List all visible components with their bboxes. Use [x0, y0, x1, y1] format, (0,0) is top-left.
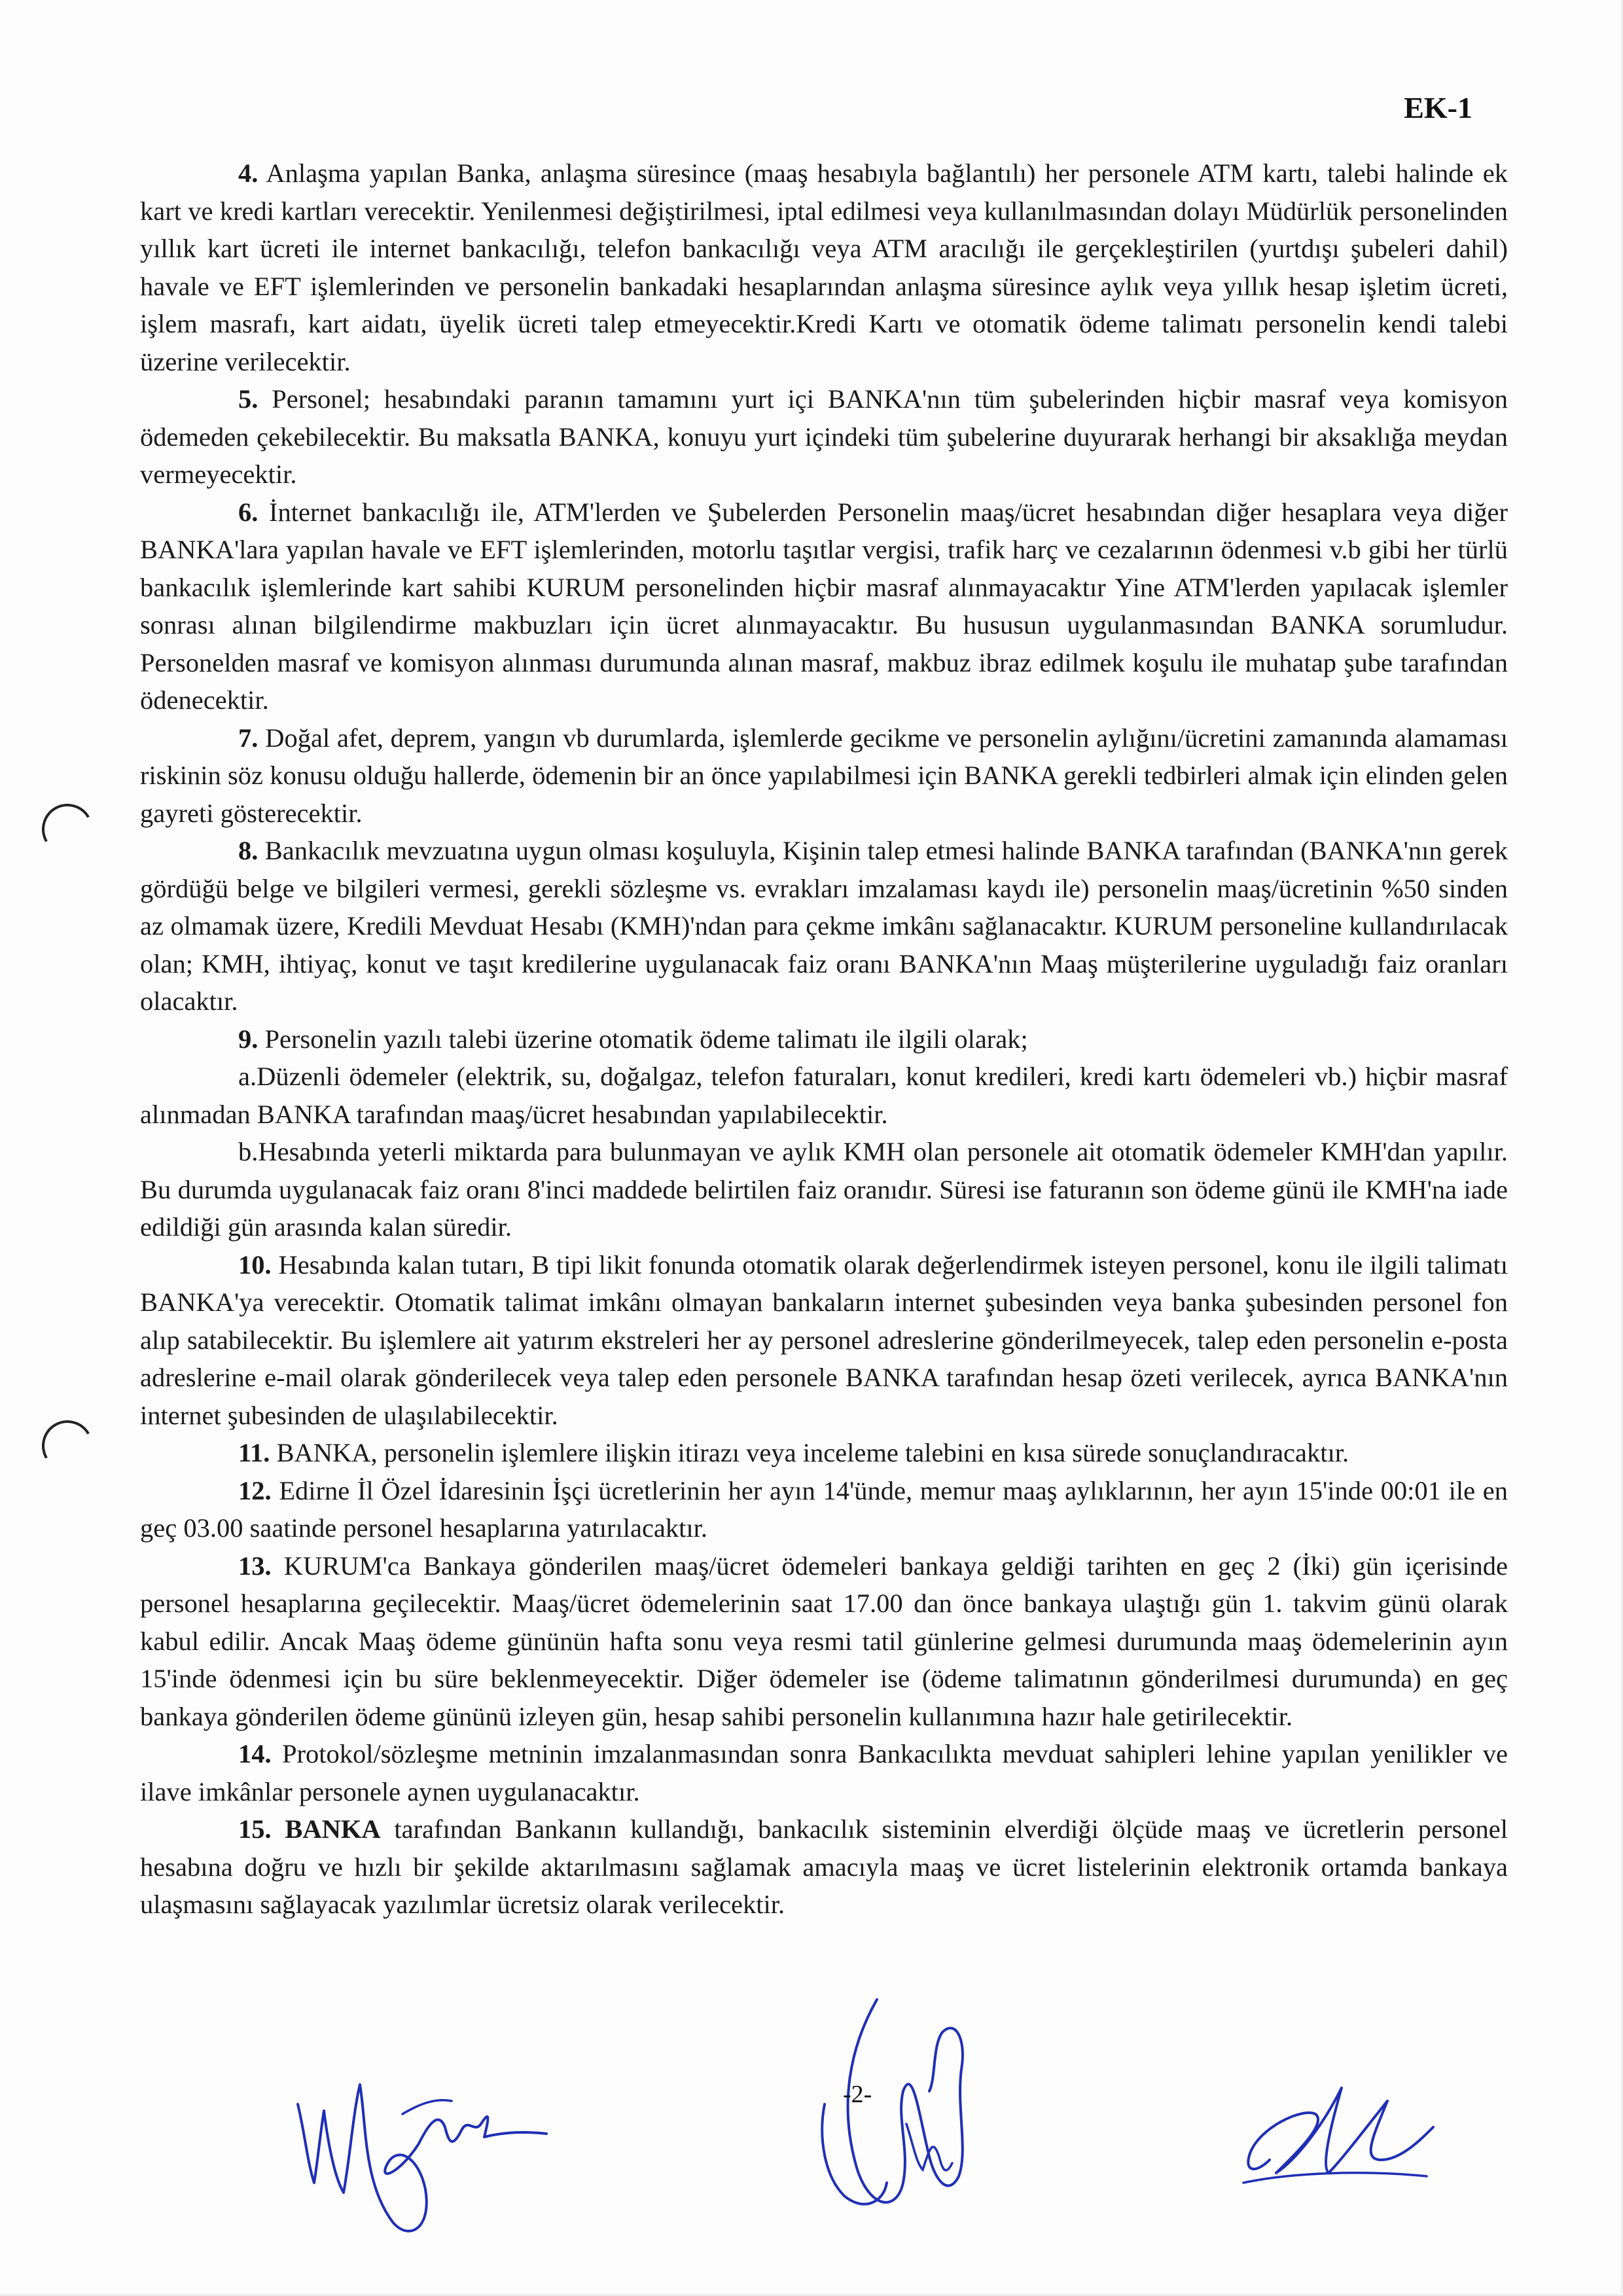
- paragraph-item-12: [140, 1472, 1508, 1547]
- paragraph-text: Hesabında kalan tutarı, B tipi likit fonunda otomatik olarak değerlendirmek isteyen personel, konu ile ilgili talimatı BANKA'ya verecektir. Otomatik talimat imkânı olmayan bankaların internet şubesinden veya banka şubesinden personel fon alıp satabilecektir. Bu işlemlere ait yatırım ekstreleri her ay personel adreslerine gönderilmeyecek, talep eden personelin e-posta adreslerine e-mail olarak gönderilecek veya talep eden personele BANKA tarafından hesap özeti verilecek, ayrıca BANKA'nın internet şubesinden de ulaşılabilecektir.: [140, 1249, 1508, 1430]
- paragraph-item-9: [140, 1020, 1508, 1058]
- paragraph-text: Doğal afet, deprem, yangın vb durumlarda, işlemlerde gecikme ve personelin aylığını/ücretini zamanında alamaması riskinin söz konusu olduğu hallerde, ödemenin bir an önce yapılabilmesi için BANKA gerekli tedbirleri almak için elinden gelen gayreti gösterecektir.: [140, 723, 1508, 828]
- paragraph-item-14: [140, 1735, 1508, 1810]
- signature-center: [798, 1986, 1008, 2235]
- paragraph-item-7: [140, 719, 1508, 833]
- emphasis-text: BANKA: [285, 1814, 381, 1844]
- paragraph-number: 15.: [238, 1814, 272, 1844]
- paragraph-number: 5.: [238, 384, 259, 414]
- paragraph-text: KURUM'ca Bankaya gönderilen maaş/ücret ödemeleri bankaya geldiği tarihten en geç 2 (İki) gün içerisinde personel hesaplarına geçilecektir. Maaş/ücret ödemelerinin saat 17.00 dan önce bankaya ulaştığı gün 1. takvim günü olarak kabul edilir. Ancak Maaş ödeme gününün hafta sonu veya resmi tatil günlerine gelmesi durumunda maaş ödemelerinin ayın 15'inde ödenmesi için bu süre beklenmeyecektir. Diğer ödemeler ise (ödeme talimatının gönderilmesi durumunda) en geç bankaya gönderilen ödeme gününü izleyen gün, hesap sahibi personelin kullanımına hazır hale getirilecektir.: [140, 1551, 1508, 1731]
- punch-hole-mark-top: [36, 798, 99, 861]
- paragraph-item-4: [140, 154, 1508, 380]
- paragraph-text: Anlaşma yapılan Banka, anlaşma süresince (maaş hesabıyla bağlantılı) her personele ATM kartı, talebi halinde ek kart ve kredi kartları verecektir. Yenilenmesi değiştirilmesi, iptal edilmesi veya kullanılmasından dolayı Müdürlük personelinden yıllık kart ücreti ile internet bankacılığı, telefon bankacılığı veya ATM aracılığı ile gerçekleştirilen (yurtdışı şubeleri dahil) havale ve EFT işlemlerinden ve personelin bankadaki hesaplarından anlaşma süresince aylık veya yıllık hesap işletim ücreti, işlem masrafı, kart aidatı, üyelik ücreti talep etmeyecektir.Kredi Kartı ve otomatik ödeme talimatı personelin kendi talebi üzerine verilecektir.: [140, 158, 1508, 376]
- scan-edge-right: [1619, 0, 1623, 2296]
- paragraph-text: Personelin yazılı talebi üzerine otomatik ödeme talimatı ile ilgili olarak;: [264, 1024, 1028, 1054]
- paragraph-text: b.Hesabında yeterli miktarda para bulunmayan ve aylık KMH olan personele ait otomatik ödemeler KMH'dan yapılır. Bu durumda uygulanacak faiz oranı 8'inci maddede belirtilen faiz oranıdır. Süresi ise faturanın son ödeme günü ile KMH'na iade edildiği gün arasında kalan süredir.: [140, 1137, 1508, 1242]
- paragraph-item-11: [140, 1434, 1508, 1472]
- paragraph-number: 14.: [238, 1739, 272, 1768]
- paragraph-text: İnternet bankacılığı ile, ATM'lerden ve Şubelerden Personelin maaş/ücret hesabından diğer hesaplara veya diğer BANKA'lara yapılan havale ve EFT işlemlerinden, motorlu taşıtlar vergisi, trafik harç ve cezalarının ödenmesi v.b gibi her türlü bankacılık işlemlerinde kart sahibi KURUM personelinden hiçbir masraf alınmayacaktır Yine ATM'lerden yapılacak işlemler sonrası alınan bilgilendirme makbuzları için ücret alınmayacaktır. Bu hususun uygulanmasından BANKA sorumludur. Personelden masraf ve komisyon alınması durumunda alınan masraf, makbuz ibraz edilmek koşulu ile muhatap şube tarafından ödenecektir.: [140, 497, 1508, 715]
- paragraph-item-9a: [140, 1058, 1508, 1133]
- paragraph-number: 13.: [238, 1551, 272, 1581]
- paragraph-item-5: [140, 380, 1508, 493]
- paragraph-number: 4.: [238, 158, 259, 188]
- paragraph-item-13: [140, 1547, 1508, 1736]
- annex-label: EK-1: [1404, 91, 1472, 124]
- paragraph-text: Edirne İl Özel İdaresinin İşçi ücretlerinin her ayın 14'ünde, memur maaş aylıklarının, her ayın 15'inde 00:01 ile en geç 03.00 saatinde personel hesaplarına yatırılacaktır.: [140, 1475, 1508, 1543]
- paragraph-number: 6.: [238, 497, 259, 527]
- scan-edge-bottom: [0, 2293, 1623, 2296]
- paragraph-item-15: [140, 1810, 1508, 1924]
- paragraph-item-10: [140, 1246, 1508, 1435]
- page-number: -2-: [843, 2081, 872, 2108]
- punch-hole-mark-bottom: [36, 1414, 99, 1477]
- paragraph-number: 12.: [238, 1475, 272, 1505]
- paragraph-number: 8.: [238, 836, 259, 865]
- paragraph-number: 11.: [238, 1438, 270, 1467]
- paragraph-item-8: [140, 832, 1508, 1020]
- paragraph-text: Bankacılık mevzuatına uygun olması koşuluyla, Kişinin talep etmesi halinde BANKA tarafından (BANKA'nın gerek gördüğü belge ve bilgileri vermesi, gerekli sözleşme vs. evrakları imzalaması kaydı ile) personelin maaş/ücretinin %50 sinden az olmamak üzere, Kredili Mevduat Hesabı (KMH)'ndan para çekme imkânı sağlanacaktır. KURUM personeline kullandırılacak olan; KMH, ihtiyaç, konut ve taşıt kredilerine uygulanacak faiz oranı BANKA'nın Maaş müşterilerine uyguladığı faiz oranları olacaktır.: [140, 836, 1508, 1016]
- paragraph-item-9b: [140, 1133, 1508, 1246]
- document-body: [140, 154, 1508, 1924]
- paragraph-item-6: [140, 493, 1508, 719]
- paragraph-number: 7.: [238, 723, 259, 753]
- paragraph-text: BANKA, personelin işlemlere ilişkin itirazı veya inceleme talebini en kısa sürede sonuçlandıracaktır.: [276, 1438, 1349, 1467]
- paragraph-number: 10.: [238, 1249, 272, 1280]
- paragraph-number: 9.: [238, 1024, 259, 1054]
- paragraph-text: Protokol/sözleşme metninin imzalanmasından sonra Bankacılıkta mevduat sahipleri lehine yapılan yenilikler ve ilave imkânlar personele aynen uygulanacaktır.: [140, 1739, 1508, 1806]
- paragraph-text: Personel; hesabındaki paranın tamamını yurt içi BANKA'nın tüm şubelerinden hiçbir masraf veya komisyon ödemeden çekebilecektir. Bu maksatla BANKA, konuyu yurt içindeki tüm şubelerine duyurarak herhangi bir aksaklığa meydan vermeyecektir.: [140, 384, 1508, 489]
- paragraph-text: BANKA tarafından Bankanın kullandığı, bankacılık sisteminin elverdiği ölçüde maaş ve ücretlerin personel hesabına doğru ve hızlı bir şekilde aktarılmasını sağlamak amacıyla maaş ve ücret listelerinin elektronik ortamda bankaya ulaşmasını sağlayacak yazılımlar ücretsiz olarak verilecektir.: [140, 1814, 1508, 1919]
- signature-left: [288, 2052, 563, 2248]
- paragraph-text: a.Düzenli ödemeler (elektrik, su, doğalgaz, telefon faturaları, konut kredileri, kredi kartı ödemeleri vb.) hiçbir masraf alınmadan BANKA tarafından maaş/ücret hesabından yapılabilecektir.: [140, 1062, 1508, 1129]
- signature-right: [1230, 2062, 1453, 2206]
